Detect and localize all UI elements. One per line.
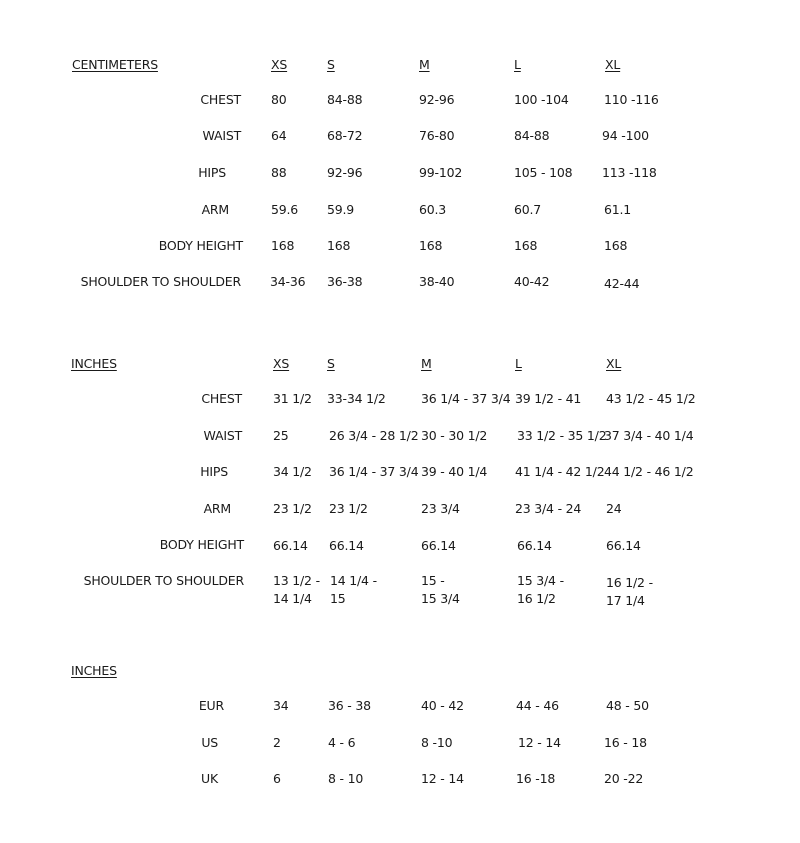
size-header-s: S (327, 57, 335, 72)
cell-body-height-m: 168 (419, 238, 443, 253)
cell-body-height-l: 66.14 (517, 538, 552, 553)
cell-us-4: 12 - 14 (518, 735, 561, 750)
row-label-uk: UK (201, 771, 218, 786)
cell-waist-l: 33 1/2 - 35 1/2 (517, 428, 607, 443)
cell-hips-s: 92-96 (327, 165, 363, 180)
cell-hips-xl: 44 1/2 - 46 1/2 (604, 464, 694, 479)
row-label-chest: CHEST (200, 92, 241, 107)
cell-eur-3: 40 - 42 (421, 698, 464, 713)
cell-arm-xs: 23 1/2 (273, 501, 312, 516)
size-header-m: M (419, 57, 430, 72)
cell-chest-l: 39 1/2 - 41 (515, 391, 582, 406)
cell-shoulder-xl: 16 1/2 - 17 1/4 (606, 575, 653, 608)
cell-chest-l: 100 -104 (514, 92, 569, 107)
cell-arm-xs: 59.6 (271, 202, 299, 217)
cell-chest-xl: 43 1/2 - 45 1/2 (606, 391, 696, 406)
size-header-xl: XL (606, 356, 622, 371)
row-label-waist: WAIST (202, 128, 241, 143)
cell-waist-s: 68-72 (327, 128, 363, 143)
cell-hips-xs: 34 1/2 (273, 464, 312, 479)
cell-us-3: 8 -10 (421, 735, 453, 750)
cell-arm-l: 23 3/4 - 24 (515, 501, 582, 516)
row-label-eur: EUR (198, 698, 224, 713)
cell-body-height-xs: 168 (271, 238, 295, 253)
cell-chest-s: 33-34 1/2 (327, 391, 386, 406)
cell-body-height-xl: 66.14 (606, 538, 641, 553)
section-title: INCHES (71, 663, 117, 678)
cell-waist-m: 76-80 (419, 128, 455, 143)
cell-chest-xl: 110 -116 (604, 92, 659, 107)
cell-uk-5: 20 -22 (604, 771, 644, 786)
cell-uk-3: 12 - 14 (421, 771, 464, 786)
cell-arm-s: 23 1/2 (329, 501, 368, 516)
cell-uk-1: 6 (273, 771, 281, 786)
size-header-xl: XL (605, 57, 621, 72)
cell-body-height-l: 168 (514, 238, 538, 253)
cell-chest-xs: 80 (271, 92, 287, 107)
cell-chest-s: 84-88 (327, 92, 363, 107)
cell-arm-xl: 24 (606, 501, 622, 516)
cell-us-2: 4 - 6 (328, 735, 356, 750)
cell-shoulder-l: 15 3/4 - 16 1/2 (517, 573, 564, 606)
size-header-xs: XS (271, 57, 288, 72)
cell-shoulder-l: 40-42 (514, 274, 550, 289)
cell-uk-4: 16 -18 (516, 771, 556, 786)
size-header-m: M (421, 356, 432, 371)
cell-shoulder-s: 14 1/4 - 15 (330, 573, 377, 606)
size-header-s: S (327, 356, 335, 371)
cell-arm-s: 59.9 (327, 202, 355, 217)
cell-arm-xl: 61.1 (604, 202, 632, 217)
cell-arm-l: 60.7 (514, 202, 542, 217)
row-label-shoulder-to-shoulder: SHOULDER TO SHOULDER (80, 274, 241, 289)
row-label-hips: HIPS (198, 165, 226, 180)
cell-hips-l: 105 - 108 (514, 165, 573, 180)
row-label-hips: HIPS (200, 464, 228, 479)
cell-hips-m: 39 - 40 1/4 (421, 464, 488, 479)
cell-us-5: 16 - 18 (604, 735, 647, 750)
size-header-xs: XS (273, 356, 290, 371)
cell-body-height-xl: 168 (604, 238, 628, 253)
cell-hips-l: 41 1/4 - 42 1/2 (515, 464, 605, 479)
cell-body-height-s: 66.14 (329, 538, 364, 553)
cell-arm-m: 23 3/4 (421, 501, 460, 516)
cell-chest-m: 92-96 (419, 92, 455, 107)
cell-waist-l: 84-88 (514, 128, 550, 143)
cell-waist-xl: 94 -100 (602, 128, 649, 143)
cell-us-1: 2 (273, 735, 281, 750)
row-label-shoulder-to-shoulder: SHOULDER TO SHOULDER (83, 573, 244, 588)
cell-waist-xs: 64 (271, 128, 287, 143)
cell-shoulder-s: 36-38 (327, 274, 363, 289)
row-label-waist: WAIST (203, 428, 242, 443)
row-label-body-height: BODY HEIGHT (158, 238, 243, 253)
cell-shoulder-m: 38-40 (419, 274, 455, 289)
cell-eur-5: 48 - 50 (606, 698, 649, 713)
section-title: CENTIMETERS (72, 57, 158, 72)
cell-waist-s: 26 3/4 - 28 1/2 (329, 428, 419, 443)
cell-chest-xs: 31 1/2 (273, 391, 312, 406)
cell-eur-2: 36 - 38 (328, 698, 371, 713)
cell-body-height-m: 66.14 (421, 538, 456, 553)
cell-shoulder-xs: 13 1/2 - 14 1/4 (273, 573, 320, 606)
row-label-arm: ARM (201, 202, 229, 217)
cell-body-height-s: 168 (327, 238, 351, 253)
section-title: INCHES (71, 356, 117, 371)
cell-eur-1: 34 (273, 698, 289, 713)
cell-hips-xl: 113 -118 (602, 165, 657, 180)
cell-arm-m: 60.3 (419, 202, 447, 217)
row-label-arm: ARM (203, 501, 231, 516)
row-label-body-height: BODY HEIGHT (159, 537, 244, 552)
cell-waist-xs: 25 (273, 428, 289, 443)
cell-waist-xl: 37 3/4 - 40 1/4 (604, 428, 694, 443)
row-label-us: US (201, 735, 218, 750)
row-label-chest: CHEST (201, 391, 242, 406)
size-header-l: L (514, 57, 521, 72)
cell-shoulder-xl: 42-44 (604, 276, 640, 291)
cell-body-height-xs: 66.14 (273, 538, 308, 553)
cell-shoulder-xs: 34-36 (270, 274, 306, 289)
cell-waist-m: 30 - 30 1/2 (421, 428, 488, 443)
size-header-l: L (515, 356, 522, 371)
cell-hips-s: 36 1/4 - 37 3/4 (329, 464, 419, 479)
cell-chest-m: 36 1/4 - 37 3/4 (421, 391, 511, 406)
cell-shoulder-m: 15 - 15 3/4 (421, 573, 460, 606)
cell-hips-m: 99-102 (419, 165, 463, 180)
cell-eur-4: 44 - 46 (516, 698, 559, 713)
cell-hips-xs: 88 (271, 165, 287, 180)
cell-uk-2: 8 - 10 (328, 771, 364, 786)
